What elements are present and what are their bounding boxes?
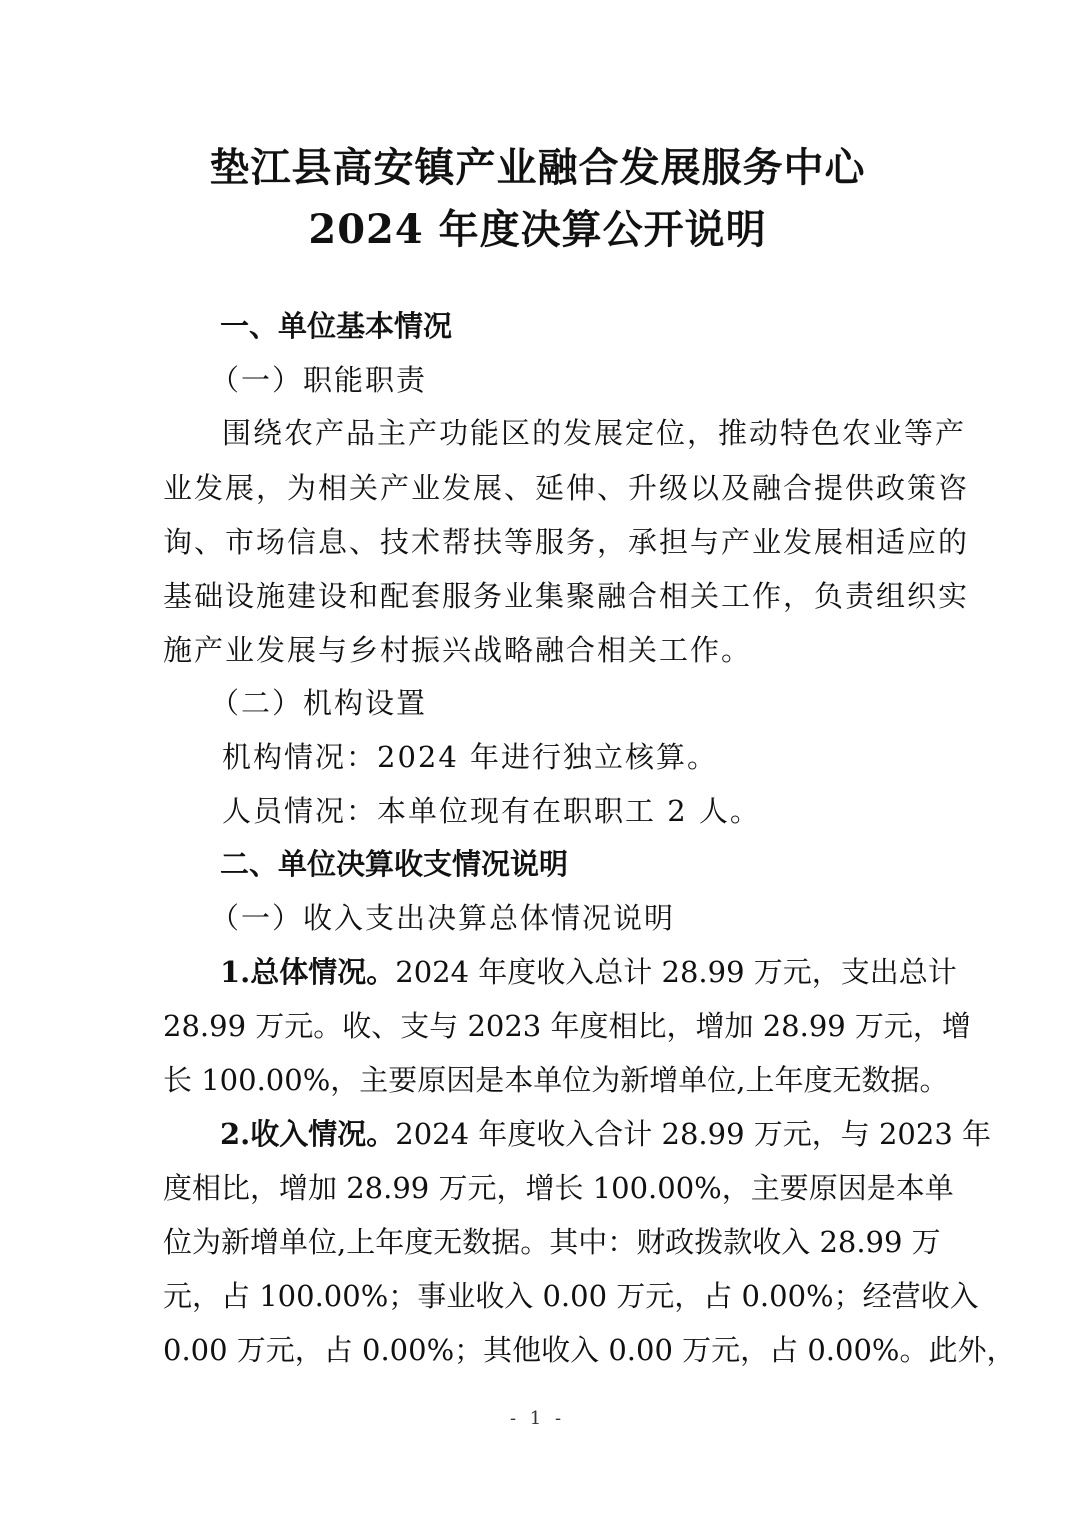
income-line-1-rest: 2024 年度收入合计 28.99 万元，与 2023 年 <box>395 1117 991 1151</box>
duty-paragraph-line-3: 询、市场信息、技术帮扶等服务，承担与产业发展相适应的 <box>163 525 970 559</box>
page-number: - 1 - <box>509 1408 566 1429</box>
income-paragraph-line-5: 0.00 万元，占 0.00%；其他收入 0.00 万元，占 0.00%。此外， <box>163 1333 1016 1367</box>
overall-paragraph-line-3: 长 100.00%，主要原因是本单位为新增单位,上年度无数据。 <box>163 1063 949 1097</box>
section-1-sub-1-heading: （一）职能职责 <box>210 363 428 397</box>
duty-paragraph-line-2: 业发展，为相关产业发展、延伸、升级以及融合提供政策咨 <box>163 471 970 505</box>
overall-paragraph-line-2: 28.99 万元。收、支与 2023 年度相比，增加 28.99 万元，增 <box>163 1009 971 1043</box>
overall-lead: 1.总体情况。 <box>220 955 396 989</box>
document-title-line-1: 垫江县高安镇产业融合发展服务中心 <box>209 144 866 191</box>
section-1-heading: 一、单位基本情况 <box>220 309 453 343</box>
document-title-line-2: 2024 年度决算公开说明 <box>308 206 767 253</box>
income-paragraph-line-4: 元，占 100.00%；事业收入 0.00 万元，占 0.00%；经营收入 <box>163 1279 979 1313</box>
staff-info: 人员情况：本单位现有在职职工 2 人。 <box>222 794 761 828</box>
income-lead: 2.收入情况。 <box>220 1117 396 1151</box>
section-2-heading: 二、单位决算收支情况说明 <box>220 847 569 881</box>
duty-paragraph-line-1: 围绕农产品主产功能区的发展定位，推动特色农业等产 <box>222 416 967 450</box>
income-paragraph-line-3: 位为新增单位,上年度无数据。其中：财政拨款收入 28.99 万 <box>163 1225 941 1259</box>
duty-paragraph-line-5: 施产业发展与乡村振兴战略融合相关工作。 <box>163 633 753 667</box>
overall-line-1-rest: 2024 年度收入总计 28.99 万元，支出总计 <box>395 955 957 989</box>
org-info: 机构情况：2024 年进行独立核算。 <box>222 740 719 774</box>
income-paragraph-line-2: 度相比，增加 28.99 万元，增长 100.00%，主要原因是本单 <box>163 1171 954 1205</box>
overall-paragraph-line-1 <box>220 954 957 990</box>
income-paragraph-line-1 <box>220 1116 991 1152</box>
section-1-sub-2-heading: （二）机构设置 <box>210 686 428 720</box>
section-2-sub-1-heading: （一）收入支出决算总体情况说明 <box>210 901 676 935</box>
duty-paragraph-line-4: 基础设施建设和配套服务业集聚融合相关工作，负责组织实 <box>163 579 970 613</box>
